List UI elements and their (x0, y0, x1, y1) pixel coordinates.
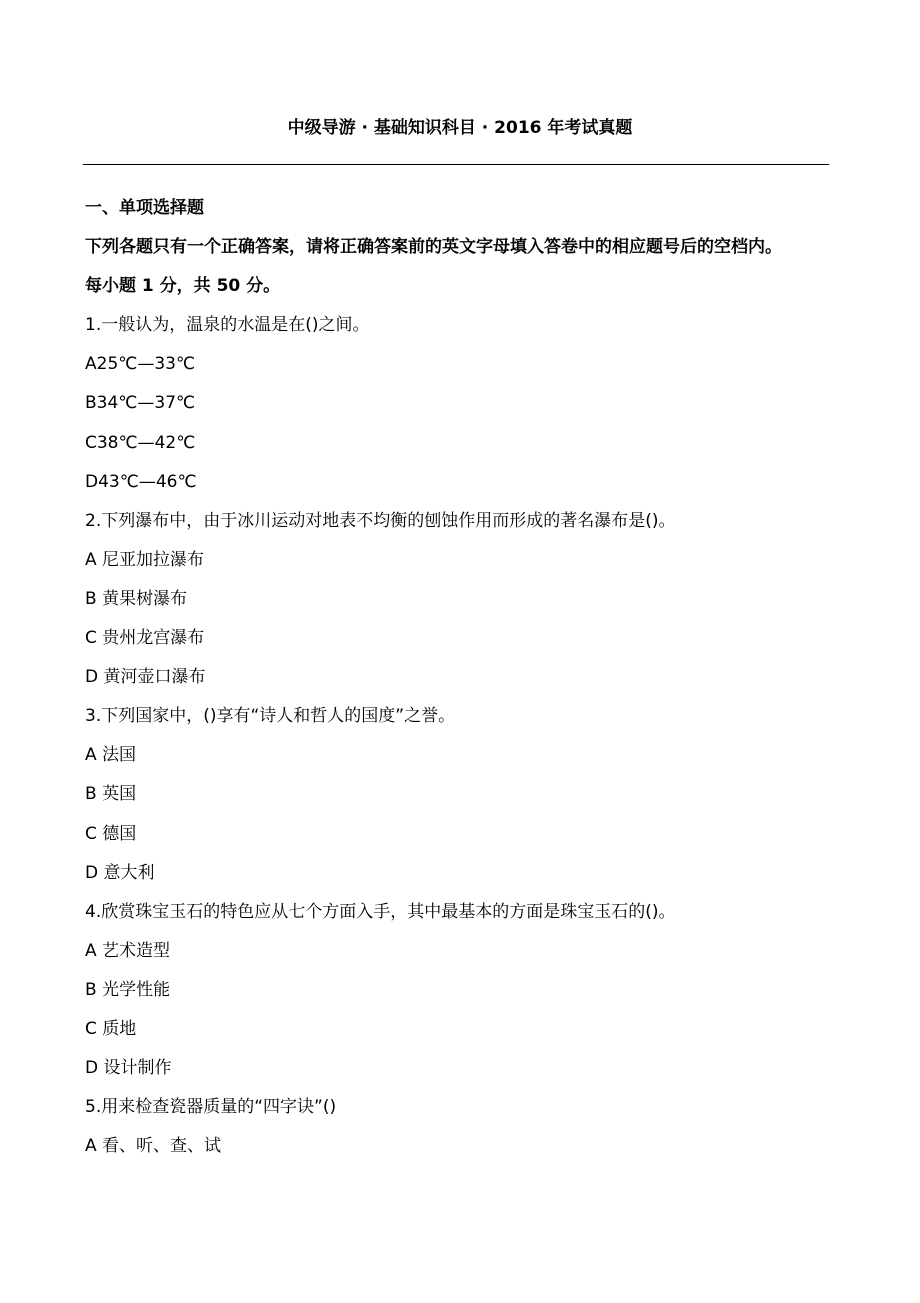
question-4-option-a: A 艺术造型 (85, 940, 171, 961)
document-body (85, 192, 845, 1169)
question-1-option-c: C38℃—42℃ (85, 432, 196, 453)
question-2-stem: 2.下列瀑布中，由于冰川运动对地表不均衡的刨蚀作用而形成的著名瀑布是()。 (85, 510, 676, 531)
question-3-option-d: D 意大利 (85, 862, 155, 883)
question-3-option-a: A 法国 (85, 745, 137, 766)
question-4-stem: 4.欣赏珠宝玉石的特色应从七个方面入手，其中最基本的方面是珠宝玉石的()。 (85, 901, 676, 922)
question-2-option-d: D 黄河壶口瀑布 (85, 667, 206, 688)
question-2-option-b: B 黄果树瀑布 (85, 588, 188, 609)
question-1-stem: 1.一般认为，温泉的水温是在()之间。 (85, 315, 370, 336)
document-title: 中级导游 · 基础知识科目 · 2016 年考试真题 (287, 118, 633, 138)
question-1-option-d: D43℃—46℃ (85, 471, 197, 492)
instruction-line-1: 下列各题只有一个正确答案，请将正确答案前的英文字母填入答卷中的相应题号后的空档内。 (85, 237, 782, 258)
question-3-option-c: C 德国 (85, 823, 137, 844)
question-4-option-c: C 质地 (85, 1018, 137, 1039)
title-divider (83, 164, 829, 165)
question-5-option-a: A 看、听、查、试 (85, 1136, 222, 1157)
question-4-option-d: D 设计制作 (85, 1058, 172, 1079)
instruction-line-2: 每小题 1 分，共 50 分。 (85, 276, 281, 297)
question-1-option-b: B34℃—37℃ (85, 393, 196, 414)
question-2-option-a: A 尼亚加拉瀑布 (85, 549, 205, 570)
question-3-stem: 3.下列国家中，()享有“诗人和哲人的国度”之誉。 (85, 706, 456, 727)
question-4-option-b: B 光学性能 (85, 979, 171, 1000)
section-heading: 一、单项选择题 (85, 198, 204, 218)
question-5-stem: 5.用来检查瓷器质量的“四字诀”() (85, 1097, 337, 1118)
question-2-option-c: C 贵州龙宫瀑布 (85, 628, 205, 649)
question-1-option-a: A25℃—33℃ (85, 354, 196, 375)
question-3-option-b: B 英国 (85, 784, 137, 805)
